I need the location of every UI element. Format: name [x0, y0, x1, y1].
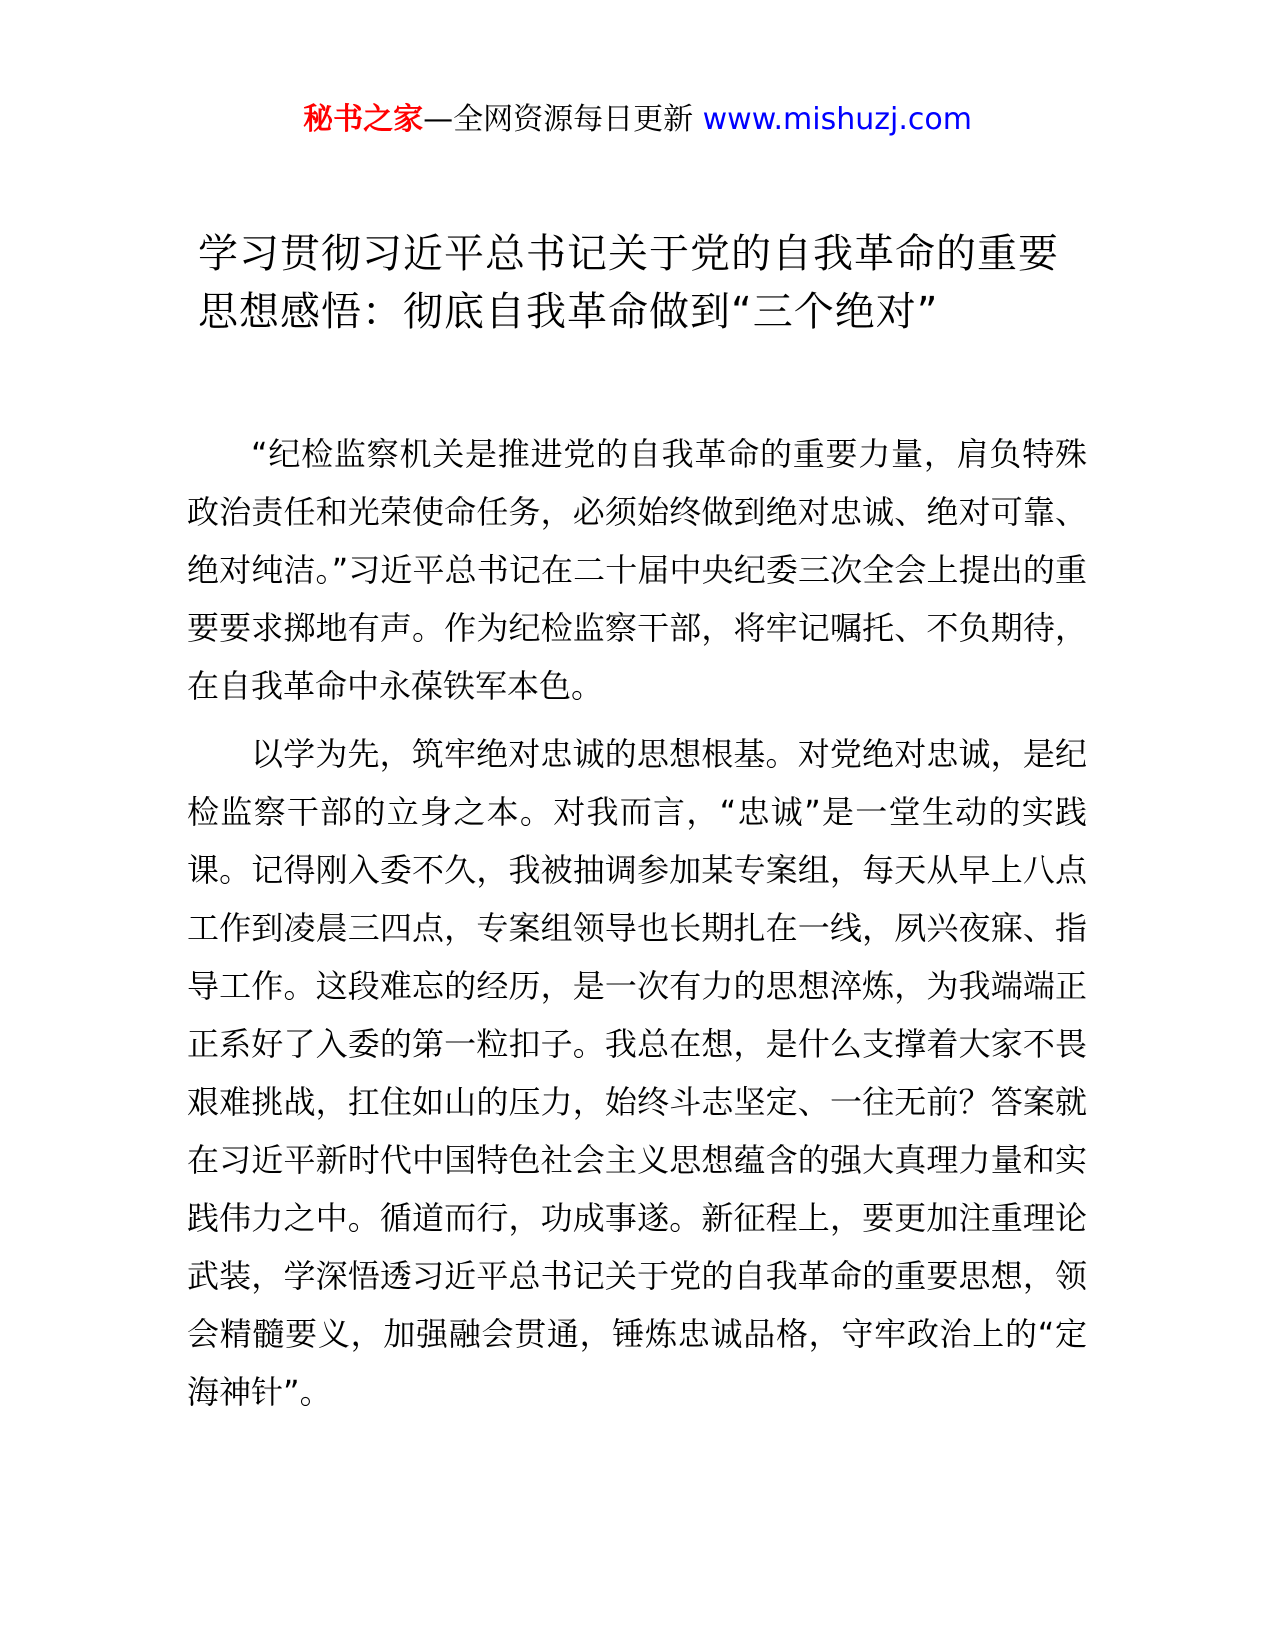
document-body: [187, 425, 1087, 1431]
site-url-link[interactable]: www.mishuzj.com: [702, 102, 972, 137]
page-header: [0, 100, 1275, 140]
body-paragraph: “纪检监察机关是推进党的自我革命的重要力量，肩负特殊政治责任和光荣使命任务，必须始终做到绝对忠诚、绝对可靠、绝对纯洁。”习近平总书记在二十届中央纪委三次全会上提出的重要要求掷地有声。作为纪检监察干部，将牢记嘱托、不负期待，在自我革命中永葆铁军本色。: [187, 435, 1087, 705]
document-title: 学习贯彻习近平总书记关于党的自我革命的重要思想感悟：彻底自我革命做到“三个绝对”: [198, 231, 1059, 335]
body-paragraph: 以学为先，筑牢绝对忠诚的思想根基。对党绝对忠诚，是纪检监察干部的立身之本。对我而言，“忠诚”是一堂生动的实践课。记得刚入委不久，我被抽调参加某专案组，每天从早上八点工作到凌晨三四点，专案组领导也长期扎在一线，夙兴夜寐、指导工作。这段难忘的经历，是一次有力的思想淬炼，为我端端正正系好了入委的第一粒扣子。我总在想，是什么支撑着大家不畏艰难挑战，扛住如山的压力，始终斗志坚定、一往无前？答案就在习近平新时代中国特色社会主义思想蕴含的强大真理力量和实践伟力之中。循道而行，功成事遂。新征程上，要更加注重理论武装，学深悟透习近平总书记关于党的自我革命的重要思想，领会精髓要义，加强融会贯通，锤炼忠诚品格，守牢政治上的“定海神针”。: [187, 735, 1087, 1411]
tagline: —全网资源每日更新: [423, 102, 694, 137]
brand-name: 秘书之家: [303, 102, 424, 137]
